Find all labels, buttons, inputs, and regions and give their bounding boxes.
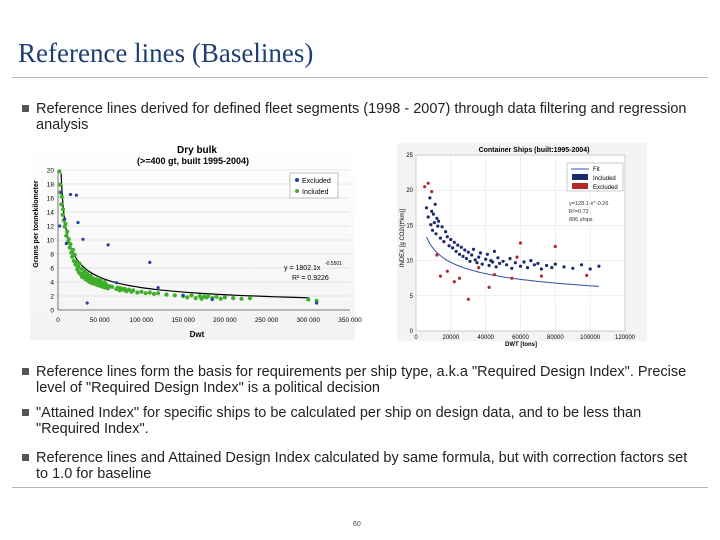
container-ship-count: 896 ships: [569, 217, 593, 223]
container-excluded-point: [540, 275, 543, 278]
dry-bulk-included-point: [219, 297, 223, 301]
container-excluded-point: [423, 185, 426, 188]
container-included-point: [510, 267, 513, 270]
dry-bulk-excluded-point: [107, 243, 110, 246]
dry-bulk-included-point: [223, 295, 227, 299]
container-included-point: [455, 250, 458, 253]
container-included-point: [467, 251, 470, 254]
slide-title: Reference lines (Baselines): [18, 38, 314, 68]
dry-bulk-x-tick: 250 000: [254, 317, 279, 324]
legend-included-marker: [295, 189, 299, 193]
container-included-point: [433, 221, 436, 224]
container-included-point: [442, 240, 445, 243]
dry-bulk-included-point: [206, 294, 210, 298]
container-included-point: [428, 196, 431, 199]
container-excluded-point: [467, 298, 470, 301]
container-x-tick: 40000: [477, 335, 495, 341]
dry-bulk-included-point: [78, 262, 82, 266]
bullet-item-2: [22, 364, 692, 396]
container-included-point: [589, 267, 592, 270]
dry-bulk-r-squared: R² = 0.9226: [292, 275, 329, 282]
container-included-point: [488, 264, 491, 267]
dry-bulk-included-point: [58, 183, 62, 187]
container-included-point: [562, 265, 565, 268]
container-included-point: [526, 266, 529, 269]
dry-bulk-chart: [30, 140, 362, 340]
dry-bulk-title: Dry bulk: [176, 145, 218, 156]
dry-bulk-excluded-point: [75, 194, 78, 197]
container-included-point: [446, 235, 449, 238]
container-included-point: [456, 244, 459, 247]
container-included-point: [448, 244, 451, 247]
container-excluded-point: [446, 270, 449, 273]
container-included-point: [580, 263, 583, 266]
container-included-point: [431, 229, 434, 232]
container-included-point: [444, 230, 447, 233]
dry-bulk-included-point: [135, 290, 139, 294]
container-legend: [567, 163, 623, 191]
legend-included-label: Included: [302, 189, 329, 196]
container-excluded-point: [510, 277, 513, 280]
container-included-point: [495, 265, 498, 268]
page-number: 60: [353, 521, 361, 528]
container-included-point: [491, 260, 494, 263]
container-included-point: [502, 260, 505, 263]
container-included-point: [519, 265, 522, 268]
container-included-point: [533, 263, 536, 266]
container-excluded-point: [554, 245, 557, 248]
container-excluded-point: [493, 273, 496, 276]
container-excluded-point: [453, 280, 456, 283]
dry-bulk-included-point: [189, 293, 193, 297]
dry-bulk-included-point: [61, 213, 65, 217]
dry-bulk-y-tick: 0: [50, 307, 54, 315]
dry-bulk-included-point: [60, 195, 64, 199]
bullet-text-2: Reference lines form the basis for requirements per ship type, a.k.a "Required Design Index". Precise level of "Required Design Index" is a political decision: [36, 364, 687, 396]
dry-bulk-excluded-point: [86, 301, 89, 304]
dry-bulk-included-point: [73, 253, 77, 257]
container-x-tick: 0: [414, 335, 418, 341]
footer-divider: [12, 487, 708, 488]
container-included-point: [449, 238, 452, 241]
dry-bulk-xlabel: Dwt: [189, 330, 205, 339]
dry-bulk-included-point: [71, 248, 75, 252]
container-excluded-point: [488, 286, 491, 289]
dry-bulk-excluded-point: [76, 221, 79, 224]
legend-included-label: Included: [593, 176, 616, 182]
container-x-tick: 80000: [546, 335, 564, 341]
container-included-point: [463, 248, 466, 251]
container-included-point: [436, 225, 439, 228]
container-r-squared: R²=0.72: [569, 209, 589, 215]
container-included-point: [425, 206, 428, 209]
container-included-point: [529, 259, 532, 262]
dry-bulk-included-point: [144, 291, 148, 295]
dry-bulk-included-point: [156, 291, 160, 295]
container-included-point: [481, 263, 484, 266]
container-included-point: [498, 262, 501, 265]
container-included-point: [429, 223, 432, 226]
container-included-point: [460, 246, 463, 249]
dry-bulk-excluded-point: [69, 193, 72, 196]
container-y-tick: 0: [409, 329, 413, 335]
legend-excluded-marker: [295, 178, 299, 182]
dry-bulk-x-tick: 350 000: [338, 317, 362, 324]
container-included-point: [434, 232, 437, 235]
container-included-point: [432, 213, 435, 216]
dry-bulk-y-tick: 12: [46, 223, 54, 231]
dry-bulk-y-tick: 8: [50, 251, 54, 259]
dry-bulk-excluded-point: [211, 298, 214, 301]
dry-bulk-excluded-point: [60, 191, 63, 194]
dry-bulk-y-tick: 2: [50, 293, 54, 301]
container-included-point: [472, 248, 475, 251]
legend-fit-label: Fit: [593, 167, 600, 173]
container-excluded-point: [427, 182, 430, 185]
bullet-square-icon: [22, 368, 29, 375]
dry-bulk-included-point: [194, 296, 198, 300]
container-included-point: [484, 258, 487, 261]
container-y-tick: 15: [406, 223, 413, 230]
container-included-point: [437, 220, 440, 223]
dry-bulk-included-point: [61, 207, 65, 211]
bullet-item-1: [22, 101, 692, 133]
container-included-point: [571, 267, 574, 270]
container-excluded-point: [435, 253, 438, 256]
dry-bulk-included-point: [152, 292, 156, 296]
dry-bulk-excluded-point: [65, 242, 68, 245]
container-included-point: [453, 241, 456, 244]
dry-bulk-excluded-point: [63, 217, 66, 220]
dry-bulk-included-point: [57, 169, 61, 173]
container-excluded-point: [477, 266, 480, 269]
dry-bulk-included-point: [65, 230, 69, 234]
dry-bulk-included-point: [68, 242, 72, 246]
container-included-point: [427, 215, 430, 218]
container-y-tick: 5: [409, 293, 413, 300]
container-included-point: [496, 256, 499, 259]
bullet-item-3: [22, 405, 692, 437]
container-y-tick: 20: [406, 188, 413, 195]
bullet-square-icon: [22, 454, 29, 461]
dry-bulk-x-tick: 150 000: [171, 317, 195, 324]
container-x-tick: 60000: [512, 335, 529, 341]
dry-bulk-y-tick: 18: [46, 181, 54, 189]
container-ylabel: INDEX [g CO2/(t*km)]: [400, 208, 406, 268]
container-x-tick: 120000: [614, 335, 636, 341]
dry-bulk-x-tick: 200 000: [213, 317, 237, 324]
dry-bulk-included-point: [63, 222, 67, 226]
dry-bulk-excluded-point: [148, 261, 151, 264]
container-included-point: [597, 265, 600, 268]
container-included-point: [458, 253, 461, 256]
container-excluded-point: [519, 241, 522, 244]
dry-bulk-excluded-point: [182, 294, 185, 297]
container-included-point: [540, 267, 543, 270]
container-included-point: [468, 260, 471, 263]
legend-excluded-label: Excluded: [302, 178, 331, 185]
dry-bulk-included-point: [239, 297, 243, 301]
dry-bulk-included-point: [231, 296, 235, 300]
container-x-tick: 20000: [442, 335, 460, 341]
container-excluded-point: [458, 277, 461, 280]
dry-bulk-x-tick: 50 000: [89, 317, 110, 324]
bullet-item-4: [22, 450, 692, 482]
bullet-text-3: "Attained Index" for specific ships to be calculated per ship on design data, and to be less than "Required Index".: [36, 405, 642, 437]
container-included-point: [465, 257, 468, 260]
dry-bulk-y-tick: 16: [46, 195, 54, 203]
dry-bulk-y-tick: 6: [50, 265, 54, 273]
container-xlabel: DWT [tons]: [505, 342, 537, 348]
dry-bulk-x-tick: 100 000: [129, 317, 154, 324]
container-included-point: [441, 225, 444, 228]
container-included-point: [493, 250, 496, 253]
container-included-point: [514, 261, 517, 264]
dry-bulk-ylabel: Grams per tonnekilometer: [33, 180, 40, 268]
container-included-point: [439, 237, 442, 240]
container-included-point: [479, 251, 482, 254]
container-included-point: [475, 261, 478, 264]
dry-bulk-included-point: [148, 290, 152, 294]
dry-bulk-included-point: [164, 293, 168, 297]
dry-bulk-equation: y = 1802.1x: [284, 265, 321, 272]
container-included-point: [435, 217, 438, 220]
dry-bulk-excluded-point: [157, 286, 160, 289]
container-y-tick: 10: [406, 258, 413, 265]
dry-bulk-included-point: [67, 237, 71, 241]
dry-bulk-excluded-point: [81, 238, 84, 241]
container-y-tick: 25: [406, 153, 413, 159]
container-included-point: [554, 263, 557, 266]
dry-bulk-subtitle: (>=400 gt, built 1995-2004): [136, 156, 250, 166]
bullet-square-icon: [22, 409, 29, 416]
container-included-point: [470, 253, 473, 256]
dry-bulk-excluded-point: [315, 301, 318, 304]
container-included-point: [508, 257, 511, 260]
dry-bulk-y-tick: 10: [46, 237, 54, 245]
legend-included-swatch: [572, 174, 588, 180]
container-included-point: [536, 262, 539, 265]
dry-bulk-y-tick: 20: [46, 167, 54, 175]
dry-bulk-included-point: [131, 288, 135, 292]
container-included-point: [434, 203, 437, 206]
dry-bulk-included-point: [59, 202, 63, 206]
container-included-point: [522, 260, 525, 263]
title-divider: [12, 77, 708, 78]
dry-bulk-included-point: [173, 293, 177, 297]
container-included-point: [486, 253, 489, 256]
dry-bulk-included-point: [185, 295, 189, 299]
container-included-point: [451, 246, 454, 249]
dry-bulk-included-point: [306, 297, 310, 301]
container-included-point: [477, 256, 480, 259]
dry-bulk-excluded-point: [115, 281, 118, 284]
container-x-tick: 100000: [580, 335, 601, 341]
legend-excluded-swatch: [572, 183, 588, 189]
container-excluded-point: [515, 256, 518, 259]
dry-bulk-included-point: [214, 295, 218, 299]
container-included-point: [545, 264, 548, 267]
container-title: Container Ships (built:1995-2004): [478, 147, 590, 154]
dry-bulk-legend: [290, 173, 338, 198]
container-included-point: [550, 266, 553, 269]
dry-bulk-x-tick: 300 000: [296, 317, 321, 324]
dry-bulk-y-tick: 4: [50, 279, 54, 287]
container-excluded-point: [439, 275, 442, 278]
container-equation: y=128.1·x^-0.26: [569, 201, 609, 207]
dry-bulk-included-point: [248, 296, 252, 300]
container-excluded-point: [430, 190, 433, 193]
dry-bulk-included-point: [110, 285, 114, 289]
dry-bulk-included-point: [64, 234, 68, 238]
bullet-square-icon: [22, 105, 29, 112]
legend-excluded-label: Excluded: [593, 185, 618, 191]
container-excluded-point: [585, 274, 588, 277]
container-included-point: [430, 210, 433, 213]
dry-bulk-exponent: -0.5501: [325, 261, 342, 267]
dry-bulk-included-point: [139, 290, 143, 294]
dry-bulk-y-tick: 14: [46, 209, 54, 217]
container-included-point: [474, 258, 477, 261]
container-ships-chart: [397, 143, 647, 348]
container-included-point: [505, 263, 508, 266]
dry-bulk-x-tick: 0: [56, 317, 60, 324]
container-included-point: [461, 255, 464, 258]
bullet-text-1: Reference lines derived for defined fleet segments (1998 - 2007) through data filtering and regression analysis: [36, 101, 687, 133]
bullet-text-4: Reference lines and Attained Design Index calculated by same formula, but with correction factors set to 1.0 for baseline: [36, 450, 688, 482]
dry-bulk-excluded-point: [58, 224, 61, 227]
